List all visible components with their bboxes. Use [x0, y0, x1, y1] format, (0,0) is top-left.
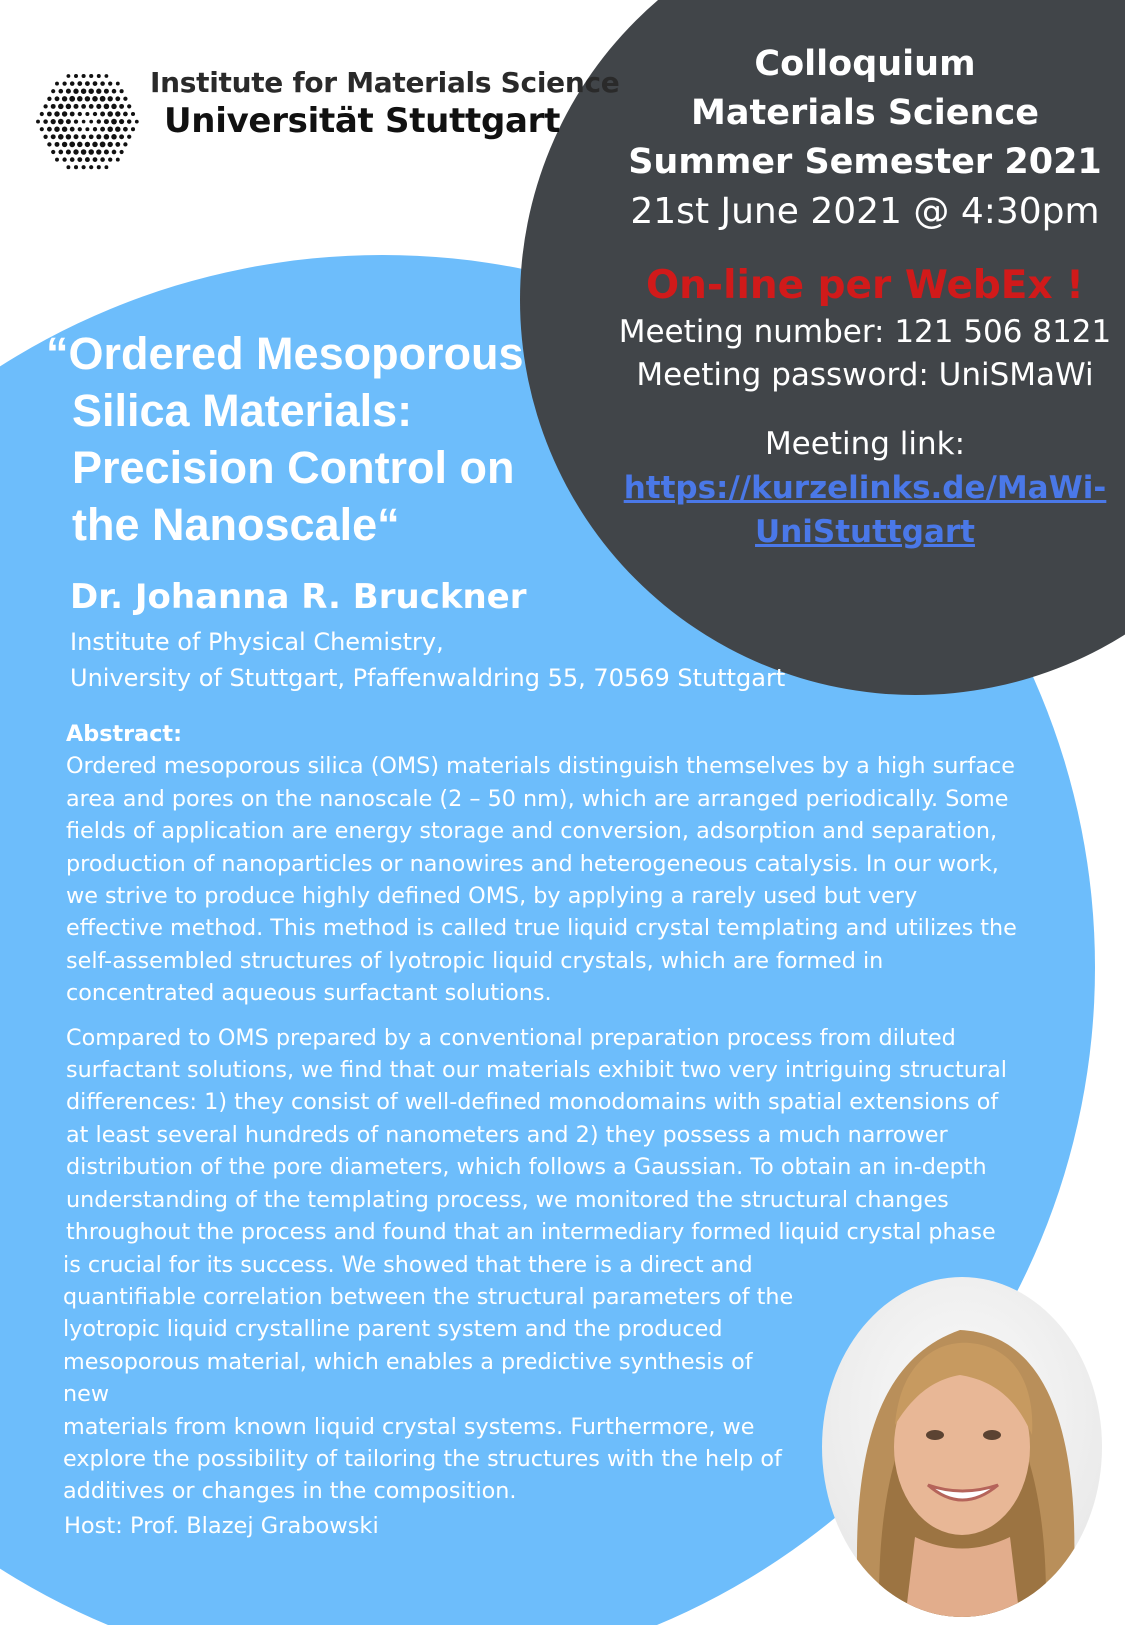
logo-dot [96, 134, 101, 139]
logo-dot [40, 112, 44, 116]
logo-dot [112, 89, 117, 94]
speaker-portrait [820, 1275, 1105, 1620]
logo-dot [88, 88, 93, 93]
logo-dot [81, 104, 86, 109]
institute-header [150, 66, 619, 141]
logo-dot [77, 157, 82, 162]
logo-dot [89, 104, 94, 109]
logo-dot [89, 120, 93, 124]
logo-dot [107, 111, 113, 117]
abstract-line: explore the possibility of tailoring the structures with the help of [63, 1445, 782, 1472]
logo-dot [92, 142, 97, 147]
logo-dot [135, 120, 139, 124]
logo-dot [51, 134, 56, 139]
logo-dot [131, 127, 135, 131]
logo-dot [116, 158, 120, 162]
abstract-line: quantifiable correlation between the structural parameters of the [63, 1283, 794, 1310]
online-notice: On-line per WebEx ! [646, 263, 1084, 308]
university-logo-icon [32, 70, 142, 175]
abstract-line: throughout the process and found that an intermediary formed liquid crystal phase [66, 1219, 996, 1246]
logo-dot [119, 119, 124, 124]
logo-dot [51, 104, 56, 109]
logo-dot [127, 135, 131, 139]
logo-dot [73, 149, 78, 154]
logo-dot [89, 165, 93, 169]
logo-dot [108, 96, 113, 101]
logo-dot [81, 88, 86, 93]
abstract-paragraph-1 [66, 750, 1026, 1009]
logo-dot [111, 104, 116, 109]
logo-dot [81, 134, 86, 139]
meeting-link-line1: https://kurzelinks.de/MaWi- [623, 470, 1107, 506]
abstract-heading: Abstract: [66, 721, 182, 747]
meeting-link-label: Meeting link: [764, 426, 966, 462]
abstract-line: at least several hundreds of nanometers and 2) they possess a much narrower [66, 1121, 948, 1148]
logo-dot [55, 142, 60, 147]
speaker-name: Dr. Johanna R. Bruckner [70, 577, 527, 617]
logo-dot [55, 96, 60, 101]
logo-dot [70, 127, 75, 132]
logo-dot [85, 127, 89, 131]
abstract-line: we strive to produce highly defined OMS, by applying a rarely used but very [66, 883, 918, 910]
logo-dot [66, 134, 71, 139]
abstract-line: production of nanoparticles or nanowires and heterogeneous catalysis. In our work, [66, 850, 999, 877]
logo-dot [66, 104, 72, 110]
logo-dot [108, 157, 112, 161]
logo-dot [100, 112, 105, 117]
meeting-link-line2: UniStuttgart [755, 514, 975, 550]
logo-dot [89, 134, 94, 139]
abstract-line: surfactant solutions, we find that our materials exhibit two very intriguing structural [66, 1057, 1007, 1084]
logo-dot [123, 127, 128, 132]
logo-dot [85, 81, 90, 86]
logo-dot [70, 157, 75, 162]
logo-dot [85, 112, 89, 116]
logo-dot [100, 96, 106, 102]
logo-dot [82, 165, 86, 169]
logo-dot [115, 111, 120, 116]
logo-dot [77, 96, 83, 102]
logo-dot [100, 81, 105, 86]
logo-dot [97, 74, 101, 78]
abstract-line: materials from known liquid crystal systems. Furthermore, we [63, 1413, 755, 1440]
logo-dot [97, 119, 101, 123]
logo-dot [66, 119, 71, 124]
meeting-password: Meeting password: UniSMaWi [636, 357, 1094, 393]
logo-dot [62, 96, 67, 101]
logo-dot [73, 89, 78, 94]
event-subject: Materials Science [691, 93, 1039, 133]
logo-dot [74, 134, 79, 139]
logo-dot [51, 119, 56, 124]
logo-dot [93, 157, 98, 162]
logo-dot [123, 142, 127, 146]
logo-dot [78, 112, 82, 116]
logo-dot [119, 134, 124, 139]
abstract-line: additives or changes in the composition. [63, 1478, 517, 1505]
logo-dot [58, 150, 63, 155]
logo-dot [116, 82, 120, 86]
title-line: Precision Control on [72, 442, 515, 493]
logo-dot [70, 112, 75, 117]
logo-dot [74, 165, 78, 169]
logo-dot [82, 120, 86, 124]
logo-dot [47, 142, 51, 146]
logo-dot [92, 96, 98, 102]
logo-dot [43, 135, 47, 139]
meeting-link[interactable] [590, 466, 1125, 554]
logo-dot [66, 89, 71, 94]
event-date: 21st June 2021 @ 4:30pm [630, 191, 1100, 232]
title-line: “Ordered Mesoporous [46, 328, 524, 379]
logo-dot [120, 89, 124, 93]
logo-dot [51, 150, 55, 154]
logo-dot [123, 97, 127, 101]
logo-dot [108, 81, 112, 85]
logo-dot [69, 96, 75, 102]
logo-dot [119, 104, 124, 109]
logo-dot [115, 142, 120, 147]
logo-dot [74, 119, 78, 123]
logo-dot [85, 157, 90, 162]
logo-dot [51, 89, 55, 93]
logo-dot [104, 134, 110, 140]
logo-dot [62, 126, 67, 131]
logo-dot [96, 89, 101, 94]
logo-dot [82, 74, 86, 78]
logo-dot [54, 126, 59, 131]
logo-dot [66, 165, 70, 169]
logo-dot [47, 112, 52, 117]
logo-dot [104, 89, 109, 94]
logo-dot [107, 126, 113, 132]
affiliation-line: Institute of Physical Chemistry, [70, 628, 444, 656]
logo-dot [100, 142, 106, 148]
logo-dot [36, 120, 40, 124]
logo-dot [43, 119, 48, 124]
logo-dot [66, 149, 71, 154]
abstract-line: effective method. This method is called true liquid crystal templating and utilizes the [66, 915, 1017, 942]
talk-title [46, 325, 566, 553]
abstract-line: Compared to OMS prepared by a conventional preparation process from diluted [66, 1024, 956, 1051]
logo-dot [96, 104, 101, 109]
logo-dot [47, 97, 51, 101]
logo-dot [85, 96, 90, 101]
abstract-line: area and pores on the nanoscale (2 – 50 nm), which are arranged periodically. Some [66, 785, 1009, 812]
title-line: Silica Materials: [72, 385, 413, 436]
logo-dot [40, 127, 44, 131]
logo-dot [105, 74, 109, 78]
logo-dot [73, 104, 78, 109]
logo-dot [58, 119, 64, 125]
abstract-line: differences: 1) they consist of well-defined monodomains with spatial extensions of [66, 1089, 999, 1116]
logo-dot [104, 104, 110, 110]
logo-dot [58, 89, 63, 94]
logo-dot [93, 112, 97, 116]
logo-dot [100, 157, 105, 162]
logo-dot [115, 96, 120, 101]
logo-dot [127, 104, 131, 108]
logo-dot [67, 74, 71, 78]
logo-dot [111, 134, 117, 140]
abstract-paragraph-2 [66, 1022, 1026, 1249]
logo-dot [97, 165, 101, 169]
logo-dot [70, 81, 75, 86]
logo-dot [78, 127, 82, 131]
logo-dot [89, 74, 93, 78]
logo-dot [104, 165, 108, 169]
university-name: Universität Stuttgart [164, 101, 561, 141]
abstract-line: lyotropic liquid crystalline parent system and the produced [63, 1316, 723, 1343]
abstract-line: concentrated aqueous surfactant solutions. [66, 980, 552, 1007]
speaker-affiliation [70, 624, 785, 696]
logo-dot [58, 134, 64, 140]
logo-dot [123, 112, 128, 117]
logo-dot [131, 112, 135, 116]
abstract-line: mesoporous material, which enables a predictive synthesis of new [63, 1348, 753, 1408]
logo-dot [43, 104, 47, 108]
logo-dot [93, 81, 98, 86]
logo-dot [77, 81, 82, 86]
host: Host: Prof. Blazej Grabowski [64, 1513, 379, 1539]
logo-dot [93, 127, 97, 131]
abstract-line: self-assembled structures of lyotropic liquid crystals, which are formed in [66, 947, 884, 974]
logo-dot [62, 81, 66, 85]
abstract-line: Ordered mesoporous silica (OMS) materials distinguish themselves by a high surface [66, 753, 1015, 780]
logo-dot [85, 142, 90, 147]
logo-dot [58, 104, 64, 110]
logo-dot [77, 142, 82, 147]
logo-dot [88, 149, 94, 155]
logo-dot [81, 149, 87, 155]
abstract-line: distribution of the pore diameters, which follows a Gaussian. To obtain an in-depth [66, 1154, 987, 1181]
logo-dot [62, 157, 66, 161]
event-series: Colloquium [754, 44, 976, 84]
logo-dot [55, 158, 59, 162]
abstract-line: understanding of the templating process, we monitored the structural changes [66, 1186, 949, 1213]
meeting-number: Meeting number: 121 506 8121 [618, 314, 1112, 350]
logo-dot [115, 126, 120, 131]
logo-dot [108, 142, 113, 147]
affiliation-line: University of Stuttgart, Pfaffenwaldring 55, 70569 Stuttgart [70, 664, 786, 692]
logo-dot [54, 111, 59, 116]
logo-dot [69, 142, 75, 148]
event-info [590, 40, 1125, 554]
logo-dot [62, 142, 67, 147]
logo-dot [47, 127, 52, 132]
event-semester: Summer Semester 2021 [628, 142, 1102, 182]
title-line: the Nanoscale“ [72, 499, 400, 550]
logo-dot [111, 119, 117, 125]
abstract-paragraph-3 [63, 1249, 803, 1508]
logo-dot [120, 150, 124, 154]
logo-dot [100, 127, 105, 132]
institute-name: Institute for Materials Science [150, 66, 620, 99]
logo-dot [127, 119, 131, 123]
logo-dot [112, 150, 117, 155]
logo-dot [104, 149, 109, 154]
logo-dot [74, 74, 78, 78]
logo-dot [96, 149, 101, 154]
logo-dot [104, 119, 109, 124]
logo-dot [62, 111, 67, 116]
abstract-line: fields of application are energy storage and conversion, adsorption and separation, [66, 818, 998, 845]
abstract-line: is crucial for its success. We showed that there is a direct and [63, 1251, 753, 1278]
logo-dot [55, 82, 59, 86]
